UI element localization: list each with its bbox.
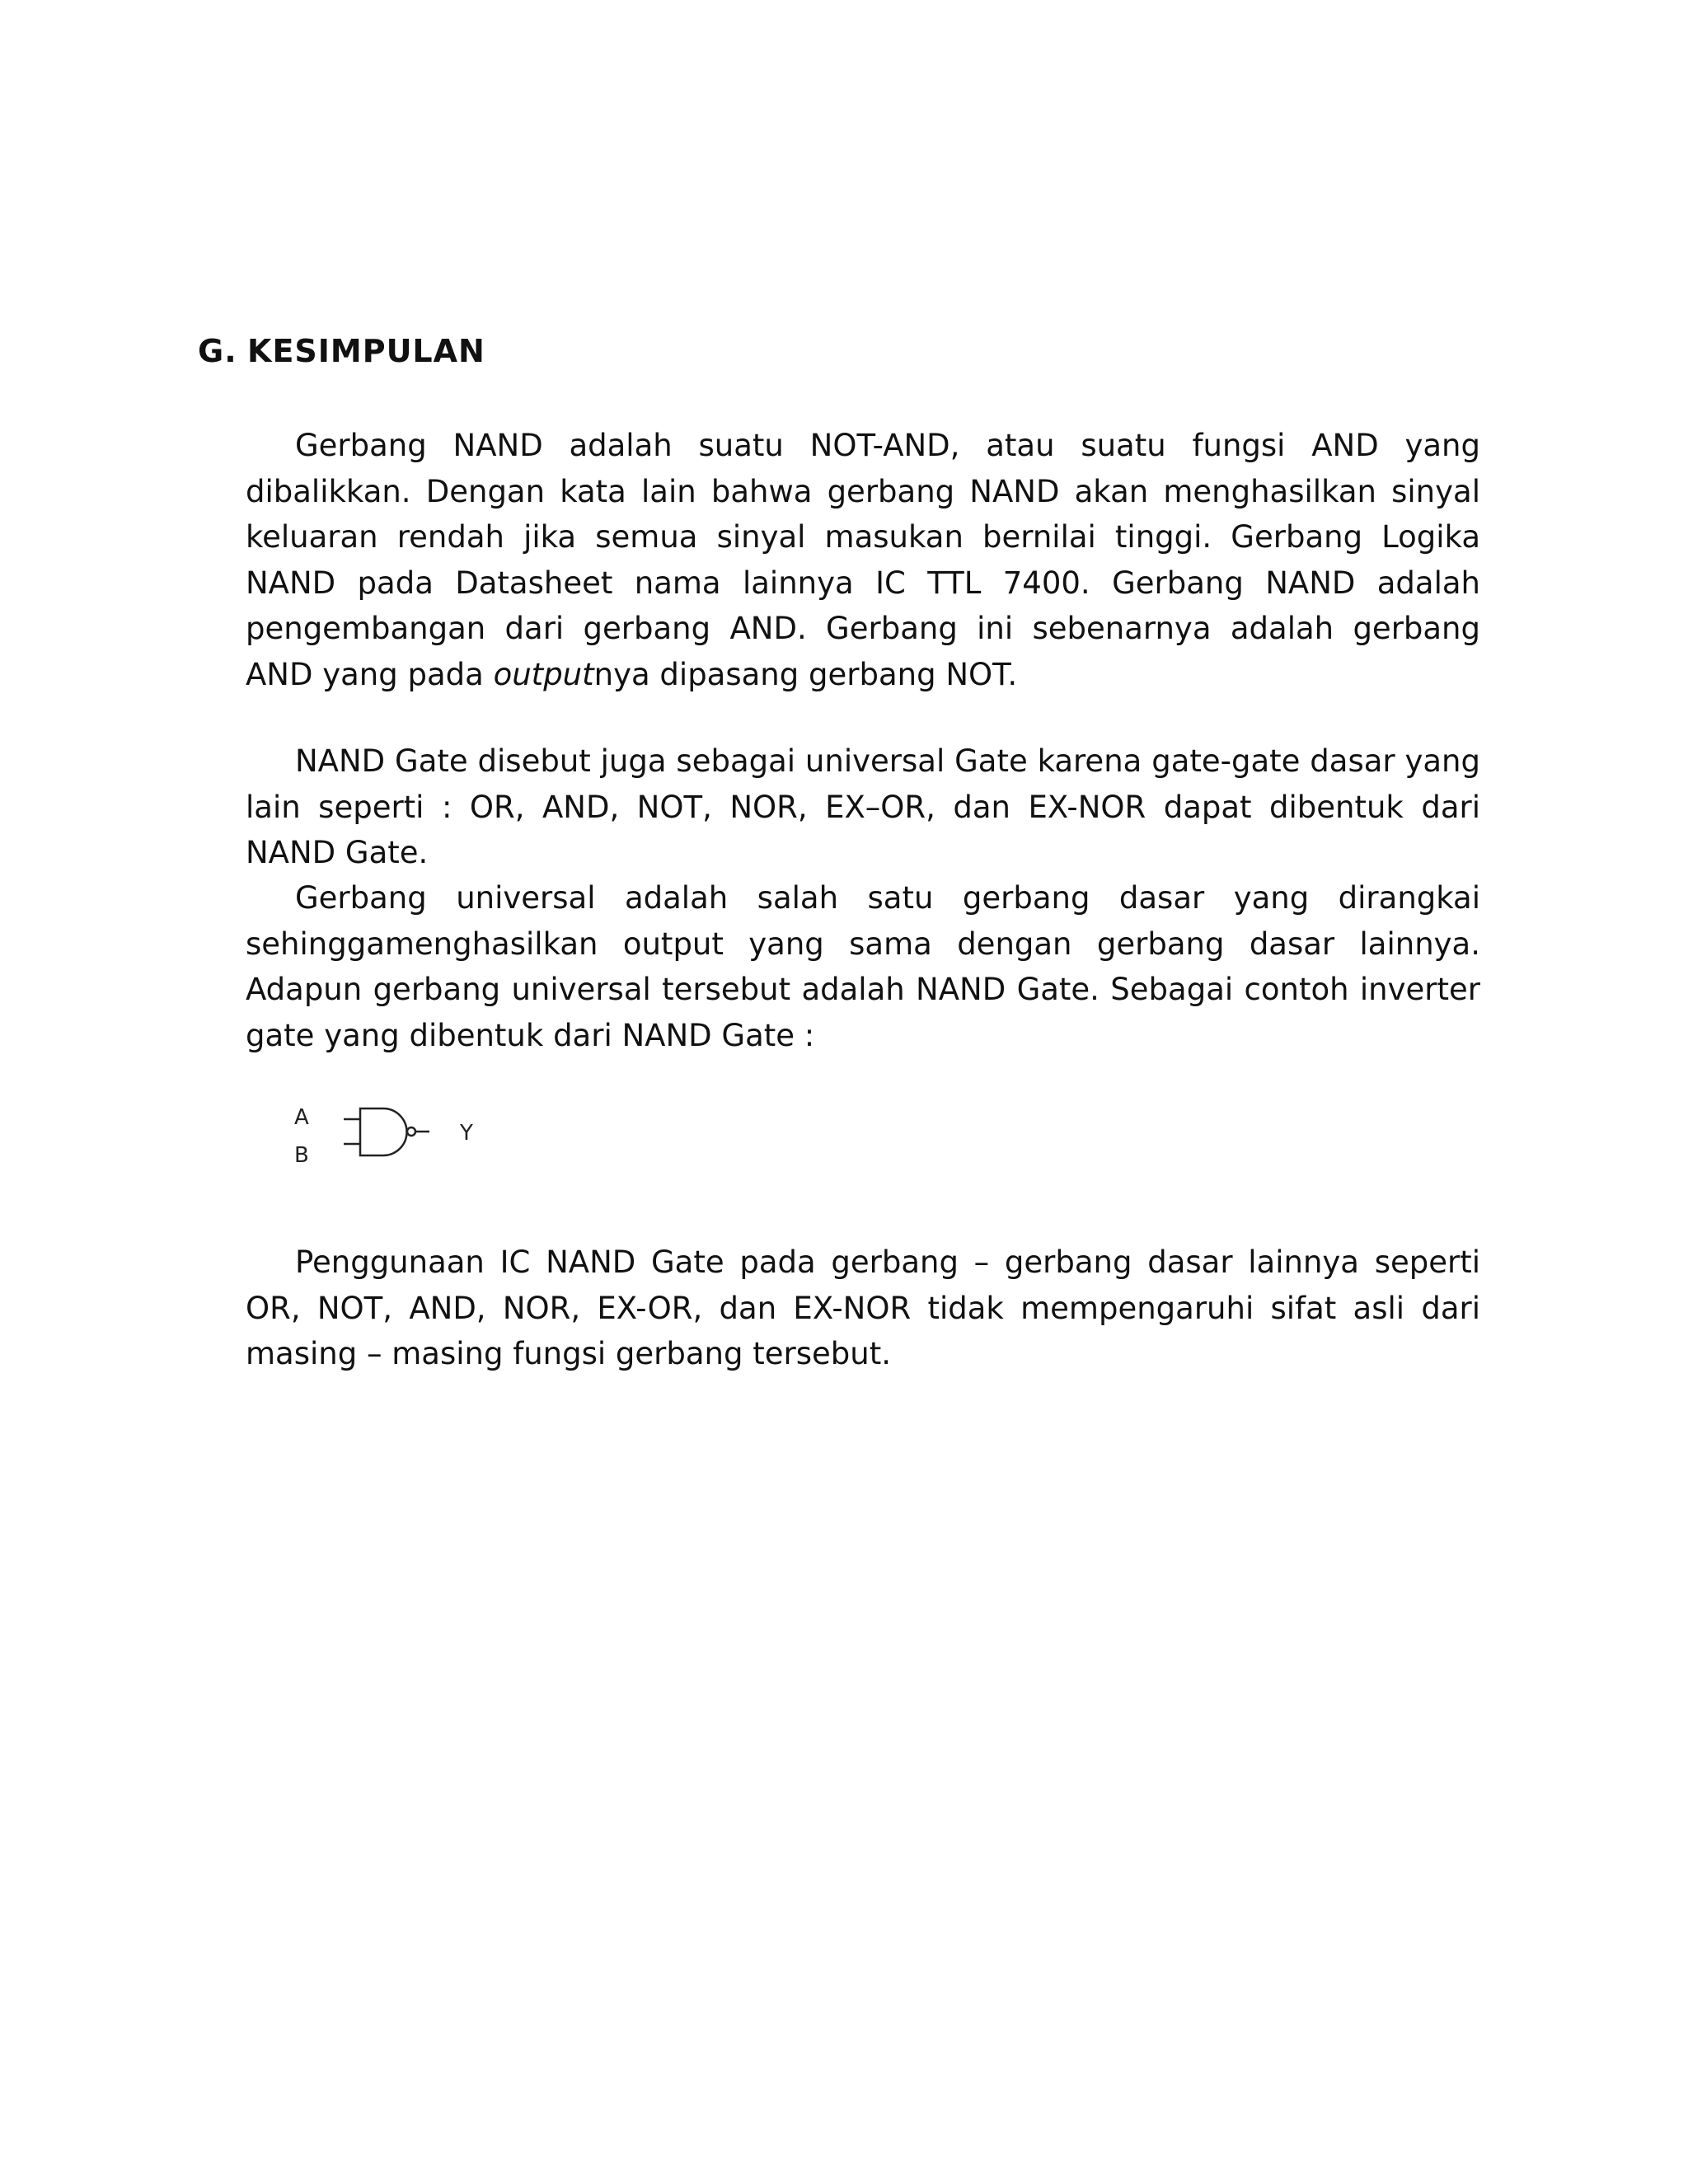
paragraph-text: Gerbang NAND adalah suatu NOT-AND, atau suatu fungsi AND yang dibalikkan. Dengan kata lain bahwa gerbang NAND akan menghasilkan sinyal keluaran rendah jika semua sinyal masukan bernilai tinggi. Gerbang Logika NAND pada Datasheet nama lainnya IC TTL 7400. Gerbang NAND adalah pengembangan dari gerbang AND. Gerbang ini sebenarnya adalah gerbang AND yang pada (246, 428, 1480, 692)
section-title: KESIMPULAN (247, 333, 485, 369)
inversion-bubble (407, 1127, 415, 1136)
paragraph-nand-definition (246, 423, 1480, 697)
paragraph-text: nya dipasang gerbang NOT. (593, 656, 1018, 692)
paragraph-universal-gate: NAND Gate disebut juga sebagai universal Gate karena gate-gate dasar yang lain seperti : OR, AND, NOT, NOR, EX–OR, dan EX-NOR dapat dibentuk dari NAND Gate. (246, 743, 1480, 870)
nand-gate-icon (293, 1104, 499, 1170)
input-b-label: B (294, 1143, 309, 1168)
italic-output-term: output (493, 656, 594, 692)
section-number: G. (198, 333, 237, 369)
and-body-shape (360, 1108, 407, 1155)
input-a-label: A (294, 1105, 309, 1130)
paragraph-universal-gate-explanation: Gerbang universal adalah salah satu gerbang dasar yang dirangkai sehinggamenghasilkan output yang sama dengan gerbang dasar lainnya. Adapun gerbang universal tersebut adalah NAND Gate. Sebagai contoh inverter gate yang dibentuk dari NAND Gate : (246, 880, 1480, 1053)
paragraph-nand-usage: Penggunaan IC NAND Gate pada gerbang – gerbang dasar lainnya seperti OR, NOT, AND, NOR, EX-OR, dan EX-NOR tidak mempengaruhi sifat asli dari masing – masing fungsi gerbang tersebut. (246, 1244, 1480, 1371)
section-heading (198, 333, 485, 369)
nand-gate-diagram (293, 1104, 499, 1170)
output-y-label: Y (460, 1121, 473, 1146)
